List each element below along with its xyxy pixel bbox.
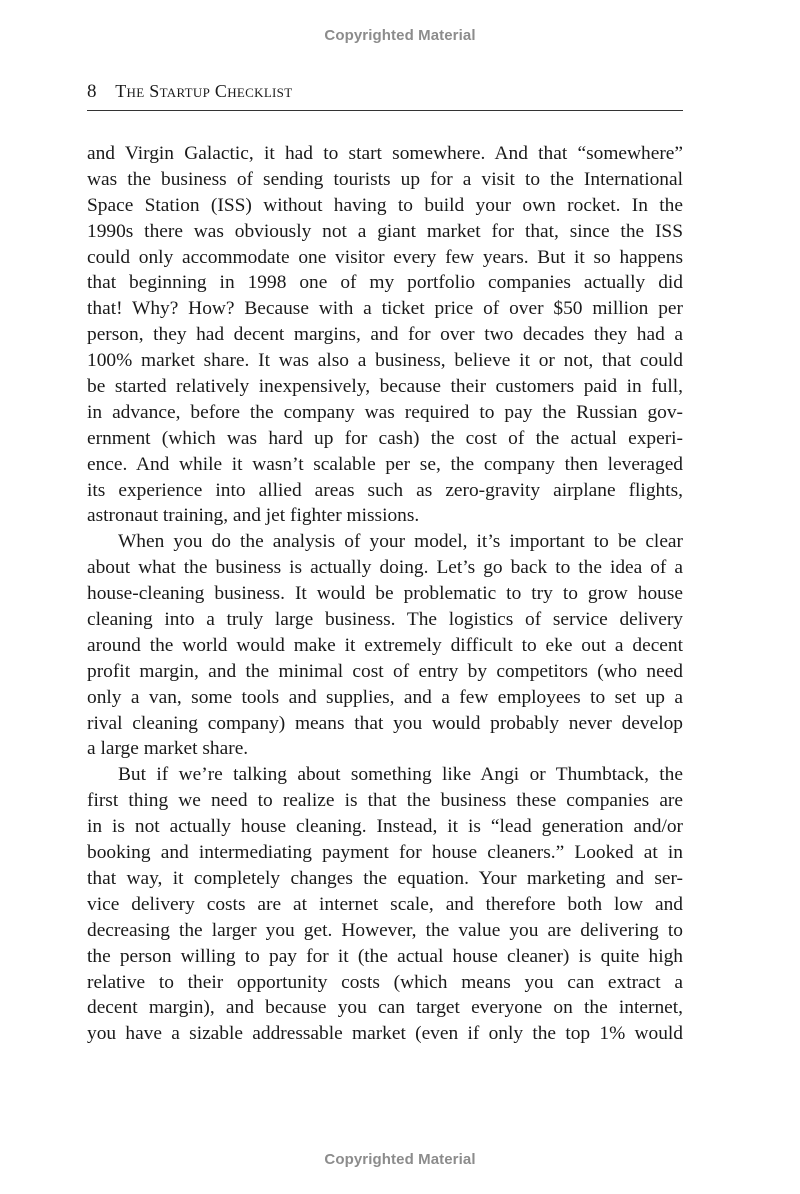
- text-line: first thing we need to realize is that the business these companies are: [87, 790, 683, 812]
- running-header: [87, 78, 683, 104]
- paragraph: [87, 762, 683, 1047]
- text-line: astronaut training, and jet fighter missions.: [87, 505, 420, 527]
- text-line: profit margin, and the minimal cost of entry by competitors (who need: [87, 660, 683, 682]
- header-rule: [87, 110, 683, 111]
- text-line: relative to their opportunity costs (which means you can extract a: [87, 971, 683, 993]
- text-line: rival cleaning company) means that you would probably never develop: [87, 712, 683, 734]
- text-line: you have a sizable addressable market (even if only the top 1% would: [87, 1023, 683, 1045]
- text-line: the person willing to pay for it (the actual house cleaner) is quite high: [87, 945, 683, 967]
- text-line: person, they had decent margins, and for over two decades they had a: [87, 324, 683, 346]
- text-line: 1990s there was obviously not a giant market for that, since the ISS: [87, 220, 683, 242]
- paragraph: [87, 529, 683, 762]
- book-title: The Startup Checklist: [115, 81, 293, 101]
- text-line: in is not actually house cleaning. Instead, it is “lead generation and/or: [87, 816, 683, 838]
- text-line: Space Station (ISS) without having to build your own rocket. In the: [87, 194, 683, 216]
- text-line: that! Why? How? Because with a ticket price of over $50 million per: [87, 298, 683, 320]
- text-line: could only accommodate one visitor every few years. But it so happens: [87, 246, 683, 268]
- text-line: about what the business is actually doing. Let’s go back to the idea of a: [87, 557, 683, 579]
- text-line: around the world would make it extremely difficult to eke out a decent: [87, 634, 683, 656]
- text-line: a large market share.: [87, 738, 249, 760]
- text-line: cleaning into a truly large business. The logistics of service delivery: [87, 609, 683, 631]
- text-line: its experience into allied areas such as zero-gravity airplane flights,: [87, 479, 683, 501]
- text-line: vice delivery costs are at internet scale, and therefore both low and: [87, 893, 683, 915]
- text-line: house-cleaning business. It would be problematic to try to grow house: [87, 583, 683, 605]
- text-line: When you do the analysis of your model, it’s important to be clear: [118, 531, 683, 553]
- text-line: ence. And while it wasn’t scalable per se, the company then leveraged: [87, 453, 683, 475]
- text-line: ernment (which was hard up for cash) the cost of the actual experi-: [87, 427, 683, 449]
- text-line: 100% market share. It was also a business, believe it or not, that could: [87, 350, 683, 372]
- body-text: [87, 141, 683, 1047]
- page-number: 8: [87, 81, 97, 102]
- text-line: decreasing the larger you get. However, the value you are delivering to: [87, 919, 683, 941]
- text-line: booking and intermediating payment for house cleaners.” Looked at in: [87, 842, 683, 864]
- paragraph: [87, 141, 683, 529]
- text-line: and Virgin Galactic, it had to start somewhere. And that “somewhere”: [87, 143, 683, 164]
- text-line: was the business of sending tourists up for a visit to the International: [87, 168, 683, 190]
- text-line: decent margin), and because you can target everyone on the internet,: [87, 997, 683, 1019]
- text-line: that way, it completely changes the equation. Your marketing and ser-: [87, 867, 683, 889]
- copyright-watermark-top: Copyrighted Material: [324, 27, 476, 44]
- text-line: in advance, before the company was required to pay the Russian gov-: [87, 401, 683, 423]
- text-line: that beginning in 1998 one of my portfolio companies actually did: [87, 272, 683, 294]
- copyright-watermark-bottom: Copyrighted Material: [324, 1151, 476, 1168]
- text-line: But if we’re talking about something like Angi or Thumbtack, the: [118, 764, 683, 786]
- text-line: only a van, some tools and supplies, and a few employees to set up a: [87, 686, 683, 708]
- text-line: be started relatively inexpensively, because their customers paid in full,: [87, 376, 683, 398]
